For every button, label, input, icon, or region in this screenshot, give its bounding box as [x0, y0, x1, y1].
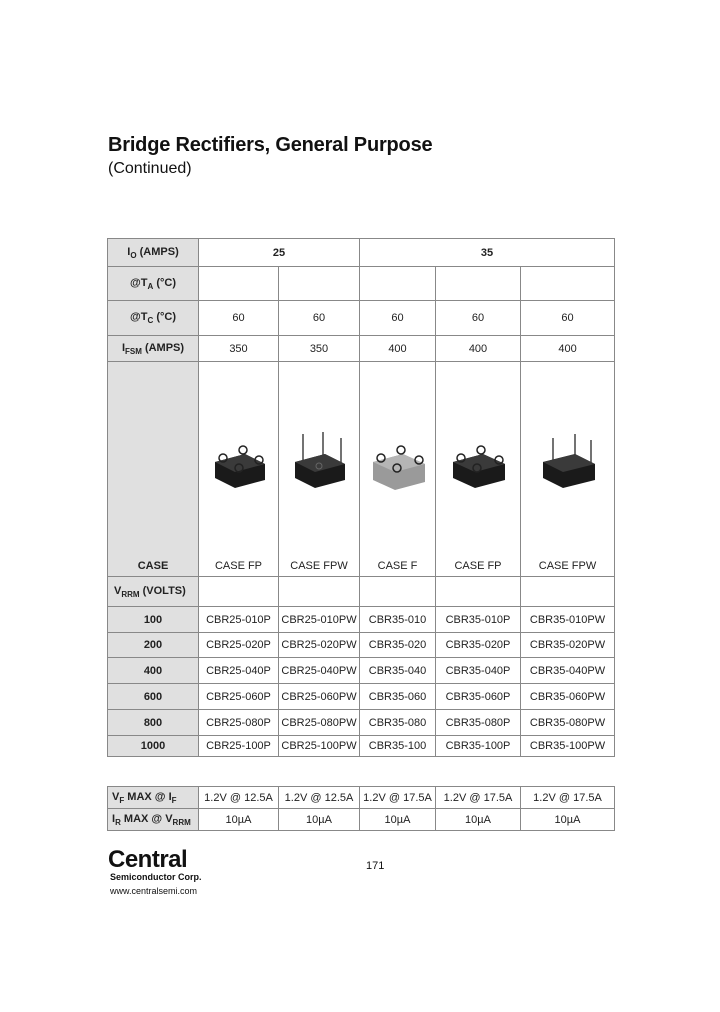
bridge-rectifier-fpw-icon [537, 430, 599, 492]
case-name: CASE FP [454, 560, 502, 572]
vrrm-label-cell: $V_{RRM}$ (VOLTS) [108, 577, 199, 607]
table-row [108, 684, 615, 710]
ifsm-value: 350 [199, 336, 279, 362]
part-number: CBR25-040PW [279, 658, 360, 684]
case-name: CASE FPW [538, 560, 597, 572]
voltage-cell: 1000 [108, 736, 199, 757]
ir-value: 10µA [436, 809, 521, 831]
part-number: CBR35-060PW [521, 684, 615, 710]
ifsm-row [108, 336, 615, 362]
voltage-cell: 400 [108, 658, 199, 684]
ifsm-value: 400 [521, 336, 615, 362]
part-number: CBR35-040PW [521, 658, 615, 684]
part-number: CBR35-040P [436, 658, 521, 684]
part-number: CBR35-020 [360, 633, 436, 658]
central-logo: Central [108, 846, 188, 873]
ir-row [108, 809, 615, 831]
table-row [108, 658, 615, 684]
part-number: CBR25-100P [199, 736, 279, 757]
table-row [108, 736, 615, 757]
case-name: CASE FPW [290, 560, 348, 572]
ta-label-cell: $@T_A$ (°C) [108, 267, 199, 301]
part-number: CBR35-040 [360, 658, 436, 684]
part-number: CBR35-010PW [521, 607, 615, 633]
vf-value: 1.2V @ 17.5A [436, 787, 521, 809]
tc-value: 60 [279, 301, 360, 336]
tc-value: 60 [199, 301, 279, 336]
part-number: CBR35-020P [436, 633, 521, 658]
website-url[interactable]: www.centralsemi.com [110, 886, 198, 896]
part-number: CBR25-060P [199, 684, 279, 710]
tc-label-cell: $@T_C$ (°C) [108, 301, 199, 336]
part-number: CBR35-100 [360, 736, 436, 757]
part-number: CBR25-080PW [279, 710, 360, 736]
ifsm-value: 400 [436, 336, 521, 362]
part-number: CBR35-100P [436, 736, 521, 757]
ifsm-value: 400 [360, 336, 436, 362]
part-number: CBR25-040P [199, 658, 279, 684]
table-row [108, 633, 615, 658]
case-label-cell: CASE [108, 362, 199, 577]
part-number: CBR35-100PW [521, 736, 615, 757]
tc-value: 60 [521, 301, 615, 336]
ir-label-cell: $I_R$ MAX @ $V_{RRM}$ [108, 809, 199, 831]
part-number: CBR35-020PW [521, 633, 615, 658]
part-number: CBR35-080PW [521, 710, 615, 736]
table-row [108, 607, 615, 633]
page-title: Bridge Rectifiers, General Purpose [108, 134, 433, 156]
vf-value: 1.2V @ 12.5A [199, 787, 279, 809]
vrrm-row [108, 577, 615, 607]
electrical-specs-table [107, 786, 615, 831]
part-number: CBR35-010 [360, 607, 436, 633]
vf-value: 1.2V @ 17.5A [360, 787, 436, 809]
vf-value: 1.2V @ 17.5A [521, 787, 615, 809]
part-number: CBR25-010P [199, 607, 279, 633]
io-label-cell: $I_O$ (AMPS) [108, 239, 199, 267]
ir-value: 10µA [199, 809, 279, 831]
part-number: CBR25-100PW [279, 736, 360, 757]
ifsm-label-cell: $I_{FSM}$ (AMPS) [108, 336, 199, 362]
vf-label-cell: $V_F$ MAX @ $I_F$ [108, 787, 199, 809]
ir-value: 10µA [521, 809, 615, 831]
voltage-cell: 800 [108, 710, 199, 736]
part-number: CBR25-020P [199, 633, 279, 658]
bridge-rectifier-fpw-icon [289, 430, 349, 492]
tc-value: 60 [436, 301, 521, 336]
page-number: 171 [366, 860, 385, 872]
case-name: CASE FP [214, 560, 263, 572]
voltage-cell: 100 [108, 607, 199, 633]
case-row [108, 362, 615, 577]
ir-value: 10µA [279, 809, 360, 831]
bridge-rectifier-f-icon [367, 442, 429, 494]
io-25-cell: 25 [199, 239, 360, 267]
part-number: CBR25-020PW [279, 633, 360, 658]
rectifier-table [107, 238, 615, 757]
part-number: CBR35-060 [360, 684, 436, 710]
tc-value: 60 [360, 301, 436, 336]
table-row [108, 710, 615, 736]
ifsm-value: 350 [279, 336, 360, 362]
voltage-cell: 200 [108, 633, 199, 658]
part-number: CBR25-080P [199, 710, 279, 736]
tc-row [108, 301, 615, 336]
part-number: CBR25-010PW [279, 607, 360, 633]
part-number: CBR35-010P [436, 607, 521, 633]
part-number: CBR35-080P [436, 710, 521, 736]
bridge-rectifier-fp-icon [447, 442, 509, 492]
bridge-rectifier-fp-icon [209, 442, 269, 492]
voltage-cell: 600 [108, 684, 199, 710]
vf-value: 1.2V @ 12.5A [279, 787, 360, 809]
part-number: CBR35-060P [436, 684, 521, 710]
part-number: CBR35-080 [360, 710, 436, 736]
vf-row [108, 787, 615, 809]
io-35-cell: 35 [360, 239, 615, 267]
ta-row [108, 267, 615, 301]
io-row [108, 239, 615, 267]
case-name: CASE F [377, 560, 418, 572]
logo-subtitle: Semiconductor Corp. [110, 872, 202, 882]
ir-value: 10µA [360, 809, 436, 831]
page-subtitle: (Continued) [108, 160, 192, 177]
part-number: CBR25-060PW [279, 684, 360, 710]
